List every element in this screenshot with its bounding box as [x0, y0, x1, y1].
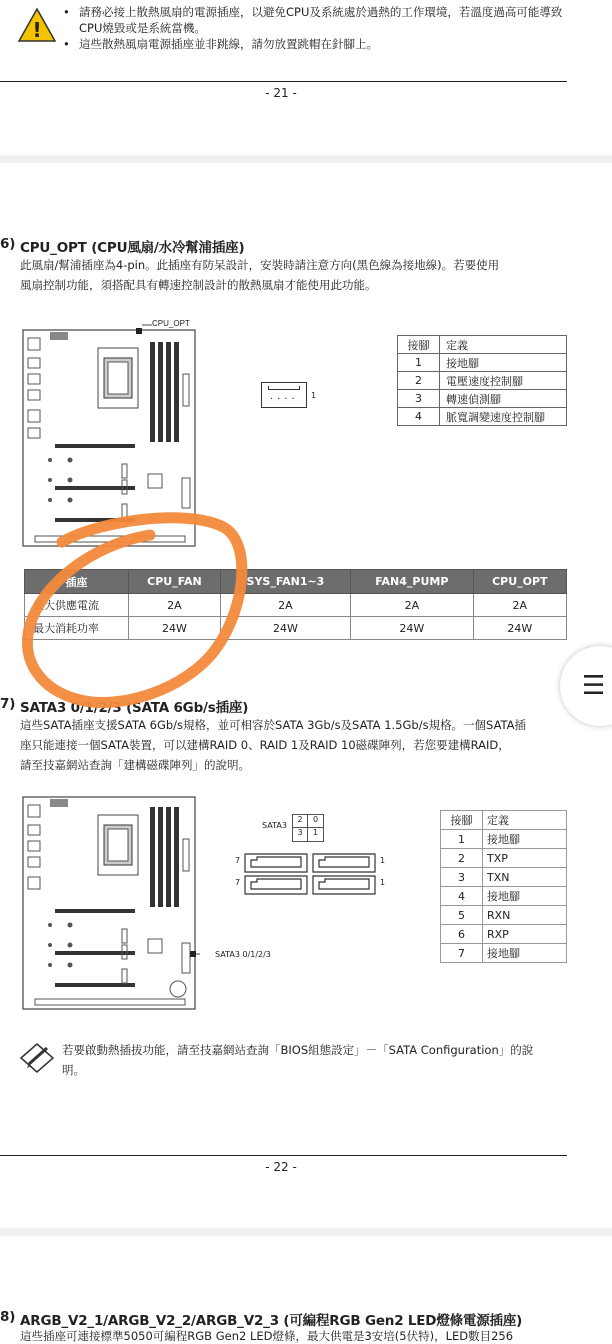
- table-cell: RXN: [483, 906, 567, 925]
- table-cell: 24W: [351, 617, 474, 640]
- sata-label: SATA3: [262, 821, 287, 830]
- table-header: SYS_FAN1~3: [220, 570, 350, 594]
- table-header: 接腳: [398, 336, 440, 354]
- table-cell: 最大供應電流: [25, 594, 129, 617]
- table-cell: 4: [398, 408, 440, 426]
- section-number: 8): [0, 1309, 16, 1325]
- warning-bullet-2: • 這些散熱風扇電源插座並非跳線，請勿放置跳帽在針腳上。: [63, 37, 378, 51]
- table-cell: 4: [441, 887, 483, 906]
- table-row: [441, 906, 567, 925]
- table-cell: 24W: [129, 617, 221, 640]
- page-number: - 22 -: [265, 1160, 297, 1174]
- table-cell: 1: [441, 830, 483, 849]
- note-line: 若要啟動熱插拔功能，請至技嘉網站查詢「BIOS組態設定」－「SATA Configuration」的說: [62, 1043, 534, 1057]
- sata-pin-table: [440, 810, 567, 963]
- table-row: [398, 372, 567, 390]
- table-cell: RXP: [483, 925, 567, 944]
- table-header: 定義: [440, 336, 567, 354]
- sata-port-number: 3: [293, 828, 308, 841]
- table-cell: 2A: [220, 594, 350, 617]
- section-number: 7): [0, 696, 16, 712]
- table-cell: 1: [398, 354, 440, 372]
- note-line: 明。: [62, 1063, 85, 1077]
- table-cell: 3: [398, 390, 440, 408]
- table-cell: 電壓速度控制腳: [440, 372, 567, 390]
- svg-text:!: !: [32, 18, 42, 42]
- table-cell: 接地腳: [483, 944, 567, 963]
- section-desc-line: 這些SATA插座支援SATA 6Gb/s規格，並可相容於SATA 3Gb/s及SATA 1.5Gb/s規格。一個SATA插: [20, 718, 527, 732]
- section-title: CPU_OPT (CPU風扇/水冷幫浦插座): [20, 240, 245, 256]
- section-desc-line: 此風扇/幫浦插座為4-pin。此插座有防呆設計，安裝時請注意方向(黑色線為接地線)。若要使用: [20, 258, 500, 272]
- connector-pin-label: 1: [311, 391, 317, 400]
- table-row: [441, 830, 567, 849]
- hamburger-menu-icon: ☰: [582, 671, 606, 701]
- page-gap: [0, 155, 612, 163]
- sata-pin-label: 7: [235, 856, 241, 865]
- table-row: [398, 354, 567, 372]
- table-cell: 最大消耗功率: [25, 617, 129, 640]
- table-cell: TXN: [483, 868, 567, 887]
- table-row: [441, 849, 567, 868]
- table-cell: TXP: [483, 849, 567, 868]
- menu-button[interactable]: [560, 646, 612, 726]
- table-cell: 2: [441, 849, 483, 868]
- page-gap: [0, 1228, 612, 1236]
- table-cell: 3: [441, 868, 483, 887]
- table-row: [441, 887, 567, 906]
- table-cell: 2A: [129, 594, 221, 617]
- table-cell: 6: [441, 925, 483, 944]
- table-header: CPU_OPT: [473, 570, 566, 594]
- section-title: SATA3 0/1/2/3 (SATA 6Gb/s插座): [20, 700, 249, 716]
- table-row: [441, 925, 567, 944]
- table-cell: 接地腳: [483, 887, 567, 906]
- sata-port-number: 2: [293, 815, 308, 828]
- table-cell: 接地腳: [440, 354, 567, 372]
- motherboard-diagram: [20, 793, 200, 1013]
- sata-pin-label: 1: [380, 878, 386, 887]
- table-row: [441, 811, 567, 830]
- page-divider: [0, 1155, 567, 1156]
- section-desc-line: 風扇控制功能，須搭配具有轉速控制設計的散熱風扇才能使用此功能。: [20, 278, 377, 292]
- sata-port-number: 1: [312, 828, 319, 837]
- warning-bullet-1: • 請務必接上散熱風扇的電源插座，以避免CPU及系統處於過熱的工作環境，若溫度過高可能導致CPU燒毀或是系統當機。: [63, 5, 563, 35]
- table-row: [398, 408, 567, 426]
- sata-connector-diagram: [243, 852, 379, 896]
- section-desc-line: 這些插座可連接標準5050可編程RGB Gen2 LED燈條，最大供電是3安培(5伏特)，LED數目256: [20, 1329, 514, 1343]
- section-title: ARGB_V2_1/ARGB_V2_2/ARGB_V2_3 (可編程RGB Gen2 LED燈條電源插座): [20, 1313, 523, 1329]
- page-number: - 21 -: [265, 86, 297, 100]
- table-cell: 脈寬調變速度控制腳: [440, 408, 567, 426]
- section-desc-line: 請至技嘉網站查詢「建構磁碟陣列」的說明。: [20, 758, 250, 772]
- table-cell: 2: [398, 372, 440, 390]
- sata-board-label: SATA3 0/1/2/3: [215, 950, 271, 959]
- sata-pin-label: 7: [235, 878, 241, 887]
- page-divider: [0, 81, 567, 82]
- table-row: [441, 868, 567, 887]
- table-cell: 24W: [220, 617, 350, 640]
- table-cell: 7: [441, 944, 483, 963]
- section-number: 6): [0, 236, 16, 252]
- table-cell: 2A: [473, 594, 566, 617]
- table-row: [398, 390, 567, 408]
- table-header: FAN4_PUMP: [351, 570, 474, 594]
- table-cell: 5: [441, 906, 483, 925]
- pin-definition-table: [397, 335, 567, 426]
- section-desc-line: 座只能連接一個SATA裝置，可以建構RAID 0、RAID 1及RAID 10磁碟陣列，若您要建構RAID，: [20, 738, 510, 752]
- table-cell: 24W: [473, 617, 566, 640]
- sata-port-number: 0: [308, 815, 323, 828]
- note-icon: [17, 1040, 57, 1076]
- warning-icon: [17, 7, 57, 43]
- table-header: 插座: [25, 570, 129, 594]
- hand-drawn-annotation: [0, 500, 260, 715]
- table-cell: 2A: [351, 594, 474, 617]
- fan-connector-diagram: ····: [261, 382, 307, 408]
- table-row: [441, 944, 567, 963]
- table-cell: 接地腳: [483, 830, 567, 849]
- sata-pin-label: 1: [380, 856, 386, 865]
- cpu-opt-label: CPU_OPT: [152, 319, 190, 328]
- table-header: 定義: [483, 811, 567, 830]
- sata-port-grid: [292, 814, 324, 842]
- table-row: [398, 336, 567, 354]
- table-cell: 轉速偵測腳: [440, 390, 567, 408]
- table-header: 接腳: [441, 811, 483, 830]
- table-header: CPU_FAN: [129, 570, 221, 594]
